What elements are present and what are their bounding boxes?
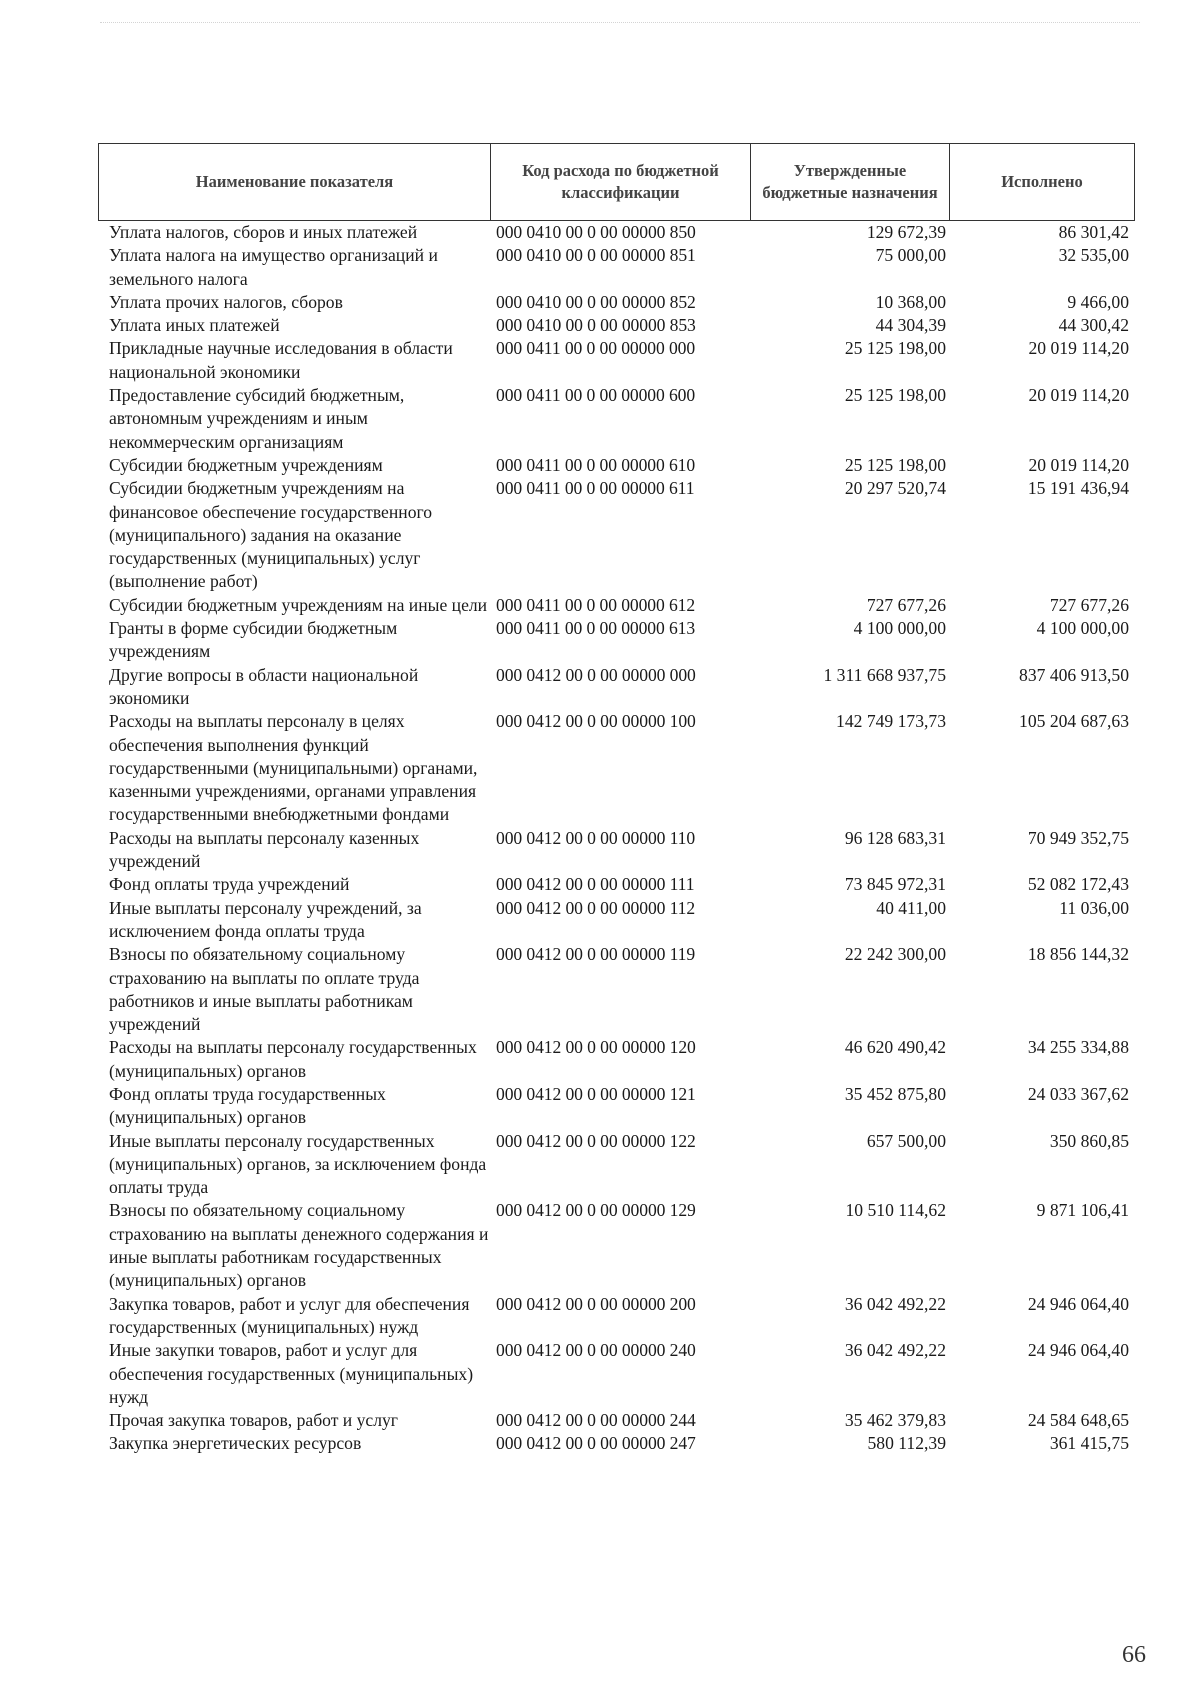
cell-name: Уплата налогов, сборов и иных платежей [109, 222, 418, 242]
table-row [109, 594, 1129, 617]
table-row [109, 337, 1129, 384]
cell-code: 000 0412 00 0 00 00000 112 [496, 897, 696, 918]
cell-approved: 25 125 198,00 [844, 454, 946, 475]
cell-executed: 18 856 144,32 [1027, 944, 1129, 965]
table-row [109, 1130, 1129, 1200]
cell-approved: 36 042 492,22 [844, 1340, 946, 1361]
table-row [109, 1432, 1129, 1455]
cell-executed: 20 019 114,20 [1028, 385, 1129, 406]
cell-code: 000 0412 00 0 00 00000 122 [496, 1130, 696, 1151]
cell-executed: 361 415,75 [1049, 1433, 1129, 1454]
cell-executed: 44 300,42 [1058, 315, 1129, 336]
cell-executed: 727 677,26 [1049, 594, 1129, 615]
table-row [109, 291, 1129, 314]
cell-code: 000 0412 00 0 00 00000 244 [496, 1410, 696, 1431]
cell-name: Взносы по обязательному социальному страхованию на выплаты по оплате труда работников и иные выплаты работникам учреждений [109, 944, 420, 1035]
cell-approved: 44 304,39 [875, 315, 946, 336]
cell-executed: 24 033 367,62 [1027, 1083, 1129, 1104]
cell-approved: 73 845 972,31 [844, 874, 946, 895]
cell-approved: 142 749 173,73 [836, 711, 946, 732]
cell-executed: 86 301,42 [1058, 222, 1129, 242]
table-row [109, 664, 1129, 711]
cell-approved: 40 411,00 [876, 897, 946, 918]
cell-code: 000 0411 00 0 00 00000 600 [496, 385, 696, 406]
table-row [109, 221, 1129, 244]
cell-name: Иные выплаты персоналу государственных (муниципальных) органов, за исключением фонда оплаты труда [109, 1130, 487, 1198]
cell-executed: 32 535,00 [1058, 245, 1129, 266]
cell-name: Субсидии бюджетным учреждениям на иные цели [109, 594, 488, 615]
cell-executed: 9 871 106,41 [1036, 1200, 1129, 1221]
cell-code: 000 0412 00 0 00 00000 240 [496, 1340, 696, 1361]
cell-name: Субсидии бюджетным учреждениям на финансовое обеспечение государственного (муниципального) задания на оказание государственных (муниципальных) услуг (выполнение работ) [109, 478, 433, 592]
cell-approved: 1 311 668 937,75 [823, 664, 946, 685]
cell-approved: 20 297 520,74 [844, 478, 946, 499]
cell-approved: 10 510 114,62 [845, 1200, 946, 1221]
cell-code: 000 0412 00 0 00 00000 120 [496, 1037, 696, 1058]
cell-executed: 105 204 687,63 [1019, 711, 1129, 732]
table-row [109, 244, 1129, 291]
cell-code: 000 0412 00 0 00 00000 110 [496, 827, 696, 848]
cell-code: 000 0411 00 0 00 00000 612 [496, 594, 696, 615]
cell-executed: 20 019 114,20 [1028, 338, 1129, 359]
cell-name: Иные выплаты персоналу учреждений, за исключением фонда оплаты труда [109, 897, 422, 941]
cell-executed: 11 036,00 [1059, 897, 1129, 918]
cell-name: Расходы на выплаты персоналу казенных учреждений [109, 827, 420, 872]
cell-name: Фонд оплаты труда учреждений [109, 874, 350, 895]
table-row [109, 1409, 1129, 1432]
cell-code: 000 0412 00 0 00 00000 247 [496, 1433, 696, 1454]
cell-executed: 34 255 334,88 [1027, 1037, 1129, 1058]
cell-executed: 70 949 352,75 [1027, 827, 1129, 848]
cell-executed: 4 100 000,00 [1036, 618, 1129, 639]
cell-name: Предоставление субсидий бюджетным, автономным учреждениям и иным некоммерческим организациям [109, 385, 405, 452]
cell-code: 000 0412 00 0 00 00000 129 [496, 1200, 696, 1221]
cell-executed: 24 946 064,40 [1027, 1340, 1129, 1361]
cell-code: 000 0411 00 0 00 00000 000 [496, 338, 696, 359]
cell-name: Уплата налога на имущество организаций и земельного налога [109, 245, 438, 289]
cell-executed: 837 406 913,50 [1019, 664, 1129, 685]
cell-approved: 46 620 490,42 [844, 1037, 946, 1058]
cell-executed: 9 466,00 [1067, 291, 1129, 312]
header-code: Код расхода по бюджетной классификации [491, 144, 751, 220]
cell-executed: 52 082 172,43 [1027, 874, 1129, 895]
header-approved: Утвержденные бюджетные назначения [751, 144, 950, 220]
cell-name: Иные закупки товаров, работ и услуг для обеспечения государственных (муниципальных) нужд [109, 1340, 474, 1407]
cell-code: 000 0412 00 0 00 00000 200 [496, 1293, 696, 1314]
table-row [109, 1036, 1129, 1083]
table-row [109, 1293, 1129, 1340]
page-number: 66 [1122, 1642, 1146, 1668]
table-row [109, 454, 1129, 477]
cell-approved: 35 462 379,83 [844, 1410, 946, 1431]
cell-code: 000 0412 00 0 00 00000 100 [496, 711, 696, 732]
table-row [109, 477, 1129, 593]
table-header [98, 143, 1135, 221]
cell-code: 000 0411 00 0 00 00000 610 [496, 454, 696, 475]
cell-approved: 580 112,39 [867, 1433, 946, 1454]
cell-executed: 15 191 436,94 [1027, 478, 1129, 499]
cell-name: Субсидии бюджетным учреждениям [109, 454, 383, 475]
cell-approved: 25 125 198,00 [844, 385, 946, 406]
cell-approved: 129 672,39 [866, 222, 946, 242]
cell-name: Уплата иных платежей [109, 315, 280, 336]
cell-code: 000 0412 00 0 00 00000 119 [496, 944, 696, 965]
table-body [109, 221, 1129, 1456]
cell-name: Прикладные научные исследования в области национальной экономики [109, 338, 453, 382]
cell-name: Уплата прочих налогов, сборов [109, 291, 343, 312]
cell-approved: 22 242 300,00 [844, 944, 946, 965]
table-row [109, 873, 1129, 896]
cell-name: Прочая закупка товаров, работ и услуг [109, 1410, 399, 1431]
cell-approved: 96 128 683,31 [844, 827, 946, 848]
cell-approved: 4 100 000,00 [853, 618, 946, 639]
table-row [109, 827, 1129, 874]
cell-code: 000 0410 00 0 00 00000 851 [496, 245, 696, 266]
cell-approved: 25 125 198,00 [844, 338, 946, 359]
cell-code: 000 0411 00 0 00 00000 613 [496, 618, 696, 639]
table-row [109, 617, 1129, 664]
table-row [109, 1083, 1129, 1130]
cell-name: Фонд оплаты труда государственных (муниципальных) органов [109, 1083, 386, 1128]
table-row [109, 1199, 1129, 1292]
cell-approved: 727 677,26 [866, 594, 946, 615]
cell-approved: 75 000,00 [875, 245, 946, 266]
table-row [109, 943, 1129, 1036]
scan-top-line [100, 22, 1140, 23]
cell-name: Расходы на выплаты персоналу в целях обеспечения выполнения функций государственными (муниципальными) органами, казенными учреждениями, органами управления государственными внебюджетными фондами [109, 711, 478, 825]
cell-name: Гранты в форме субсидии бюджетным учреждениям [109, 618, 398, 662]
header-executed: Исполнено [1001, 172, 1083, 191]
header-name: Наименование показателя [99, 144, 491, 220]
cell-executed: 20 019 114,20 [1028, 454, 1129, 475]
cell-approved: 35 452 875,80 [844, 1083, 946, 1104]
cell-code: 000 0410 00 0 00 00000 852 [496, 291, 696, 312]
cell-name: Расходы на выплаты персоналу государственных (муниципальных) органов [109, 1037, 477, 1081]
cell-approved: 10 368,00 [875, 291, 946, 312]
cell-executed: 24 584 648,65 [1027, 1410, 1129, 1431]
cell-approved: 657 500,00 [866, 1130, 946, 1151]
cell-code: 000 0410 00 0 00 00000 850 [496, 222, 696, 242]
table-row [109, 897, 1129, 944]
cell-code: 000 0410 00 0 00 00000 853 [496, 315, 696, 336]
table-row [109, 710, 1129, 826]
cell-approved: 36 042 492,22 [844, 1293, 946, 1314]
table-row [109, 384, 1129, 454]
cell-name: Закупка энергетических ресурсов [109, 1433, 362, 1454]
cell-name: Закупка товаров, работ и услуг для обеспечения государственных (муниципальных) нужд [109, 1293, 470, 1337]
cell-name: Другие вопросы в области национальной экономики [109, 664, 419, 708]
cell-code: 000 0412 00 0 00 00000 111 [496, 874, 695, 895]
cell-executed: 350 860,85 [1049, 1130, 1129, 1151]
table-row [109, 314, 1129, 337]
table-row [109, 1339, 1129, 1409]
cell-code: 000 0411 00 0 00 00000 611 [496, 478, 695, 499]
cell-name: Взносы по обязательному социальному страхованию на выплаты денежного содержания и иные выплаты работникам государственных (муниципальных) органов [109, 1200, 489, 1291]
cell-code: 000 0412 00 0 00 00000 121 [496, 1083, 696, 1104]
cell-code: 000 0412 00 0 00 00000 000 [496, 664, 696, 685]
cell-executed: 24 946 064,40 [1027, 1293, 1129, 1314]
